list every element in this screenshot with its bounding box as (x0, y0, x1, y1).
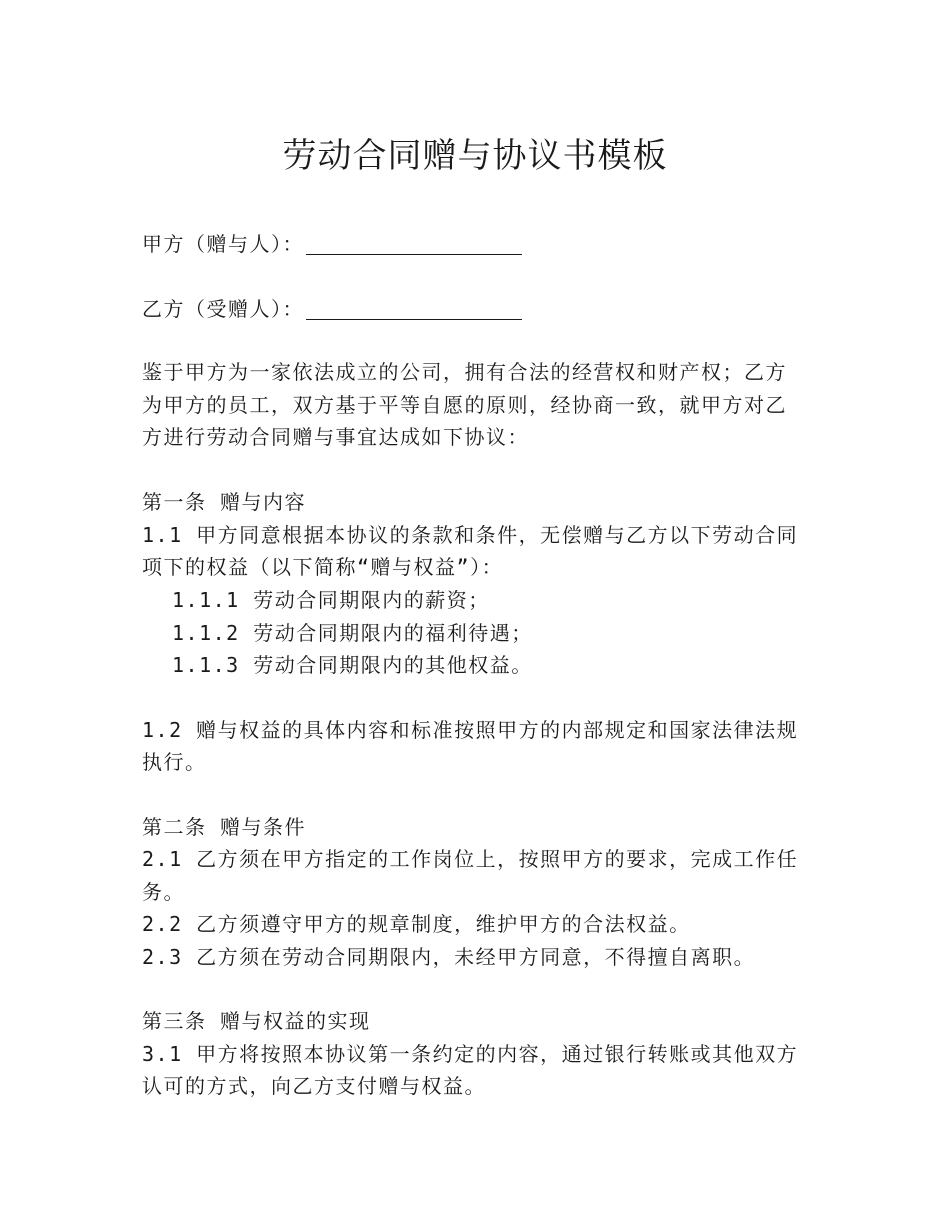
clause-2-2: 2.2 乙方须遵守甲方的规章制度，维护甲方的合法权益。 (142, 912, 691, 936)
clause-1-2-line: 执行。 (142, 750, 207, 774)
party-b-blank (306, 299, 522, 320)
party-a-line (142, 228, 802, 260)
clause-1-1-1: 1.1.1 劳动合同期限内的薪资； (172, 588, 490, 612)
clause-2-1-line: 2.1 乙方须在甲方指定的工作岗位上，按照甲方的要求，完成工作任 (142, 847, 799, 871)
clause-1-1-2: 1.1.2 劳动合同期限内的福利待遇； (172, 621, 533, 645)
preamble-line: 方进行劳动合同赠与事宜达成如下协议： (142, 425, 529, 449)
party-a-blank (306, 234, 522, 255)
document-title: 劳动合同赠与协议书模板 (282, 136, 668, 176)
party-a-label: 甲方（赠与人）： (142, 232, 304, 256)
article-2-heading: 第二条 赠与条件 (142, 815, 307, 839)
clause-1-2-line: 1.2 赠与权益的具体内容和标准按照甲方的内部规定和国家法律法规 (142, 718, 799, 742)
clause-1-1-3: 1.1.3 劳动合同期限内的其他权益。 (172, 653, 533, 677)
preamble-line: 为甲方的员工，双方基于平等自愿的原则，经协商一致，就甲方对乙 (142, 393, 787, 417)
preamble-line: 鉴于甲方为一家依法成立的公司，拥有合法的经营权和财产权；乙方 (142, 360, 787, 384)
clause-1-1-line: 项下的权益（以下简称“赠与权益”）： (142, 555, 504, 579)
party-b-line (142, 293, 802, 325)
clause-2-1-line: 务。 (142, 880, 185, 904)
clause-1-1-line: 1.1 甲方同意根据本协议的条款和条件，无偿赠与乙方以下劳动合同 (142, 523, 799, 547)
clause-2-3: 2.3 乙方须在劳动合同期限内，未经甲方同意，不得擅自离职。 (142, 945, 756, 969)
party-b-label: 乙方（受赠人）： (142, 297, 304, 321)
article-1-heading: 第一条 赠与内容 (142, 490, 307, 514)
clause-3-1-line: 认可的方式，向乙方支付赠与权益。 (142, 1074, 486, 1098)
clause-3-1-line: 3.1 甲方将按照本协议第一条约定的内容，通过银行转账或其他双方 (142, 1042, 799, 1066)
article-3-heading: 第三条 赠与权益的实现 (142, 1009, 371, 1033)
